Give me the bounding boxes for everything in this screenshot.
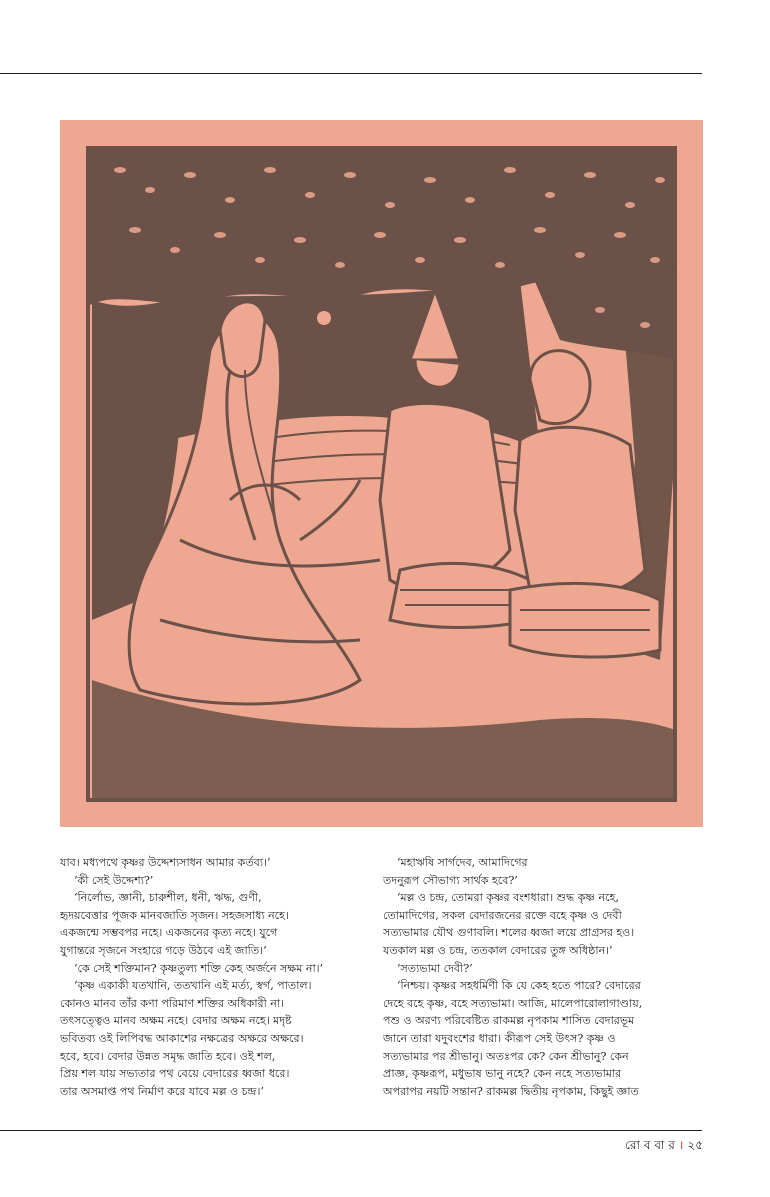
text-line: অপরাপর নয়টি সন্তান? রাকমল্ল দ্বিতীয় নৃপকাম, কিছুই জ্ঞাত — [383, 1084, 639, 1098]
text-line: সত্যভামার যৌথ গুণাবলি। শলের ধ্বজা লয়ে প্রাগ্রসর হও। — [383, 926, 635, 940]
text-line: হবে, হবে। বেদার উন্নত সমৃদ্ধ জাতি হবে। ওই শল, — [60, 1049, 276, 1063]
woodcut-illustration — [60, 120, 703, 827]
text-line: ‘সত্যভামা দেবী?’ — [397, 961, 473, 975]
text-line: সত্যভামার পর শ্রীভানু। অতঃপর কে? কেন শ্রীভানু? কেন — [383, 1049, 629, 1063]
magazine-name: রো ব বা র — [625, 1138, 675, 1152]
text-line: ‘নিশ্চয়। কৃষ্ণর সহধর্মিণী কি যে কেহ হতে পারে? বেদারের — [397, 979, 641, 993]
text-line: ‘কে সেই শক্তিমান? কৃষ্ণতুল্য শক্তি কেহ অর্জনে সক্ষম না।’ — [74, 961, 324, 975]
bottom-rule — [0, 1130, 702, 1131]
illustration-art — [60, 120, 703, 827]
text-line: প্রাজ্ঞ, কৃষ্ণরূপ, মধুভাষ ভানু নহে? কেন নহে সত্যভামার — [383, 1067, 622, 1081]
text-line: যাব। মধ্যপথে কৃষ্ণর উদ্দেশ্যসাধন আমার কর্তব্য।’ — [60, 856, 271, 869]
text-line: ‘মহাঋষি সার্গদেব, আমাদিগের — [397, 856, 528, 869]
text-line: হৃদয়বেত্তার পূজক মানবজাতি সৃজন। সহজসাধ্য নহে। — [60, 908, 289, 922]
text-line: যুগান্তরে সৃজনে সংহারে গড়ে উঠবে এই জাতি।’ — [60, 943, 267, 957]
text-line: ‘কী সেই উদ্দেশ্য?’ — [74, 873, 154, 887]
text-line: তদনুরূপ সৌভাগ্য সার্থক হবে?’ — [383, 873, 518, 887]
right-text-column — [383, 854, 709, 1100]
text-line: কোনও মানব তাঁর কণা পরিমাণ শক্তির অধিকারী না। — [60, 996, 284, 1010]
text-line: ভবিতব্য ওই লিপিবদ্ধ আকাশের নক্ষত্রের অক্ষরে অক্ষরে। — [60, 1031, 304, 1045]
text-line: পশু ও অরণ্য পরিবেষ্টিত রাকমল্ল নৃপকাম শাসিত বেদারভূম — [383, 1014, 635, 1028]
page-footer — [560, 1135, 703, 1155]
text-line: একজন্মে সম্ভবপর নহে। একজনের কৃত্য নহে। যুগে — [60, 926, 278, 940]
text-line: ‘কৃষ্ণ একাকী যতখানি, ততখানি এই মর্ত্য, স্বর্গ, পাতাল। — [74, 979, 312, 993]
text-line: জানে তারা যদুবংশের ধারা। কীরূপ সেই উৎস? কৃষ্ণ ও — [383, 1031, 616, 1045]
text-line: ‘মল্ল ও চন্দ্র, তোমরা কৃষ্ণর বংশধারা। শুদ্ধ কৃষ্ণ নহে, — [397, 891, 619, 905]
top-rule — [0, 73, 702, 74]
footer-separator: । — [678, 1138, 684, 1152]
page-number: ২৫ — [687, 1138, 703, 1152]
text-line: প্রিয় শল যায় সভ্যতার পথ বেয়ে বেদারের ধ্বজা ধরে। — [60, 1067, 290, 1081]
text-line: তৎসত্ত্বেও মানব অক্ষম নহে। বেদার অক্ষম নহে। মদৃষ্ট — [60, 1014, 292, 1028]
text-line: তার অসমাপ্ত পথ নির্মাণ করে যাবে মল্ল ও চন্দ্র।’ — [60, 1084, 264, 1098]
text-line: ‘নির্লোভ, জ্ঞানী, চারুশীল, ধনী, ঋদ্ধ, গুণী, — [74, 891, 262, 905]
left-text-column — [60, 854, 386, 1100]
text-line: দেহে বহে কৃষ্ণ, বহে সত্যভামা। আজি, মালেপারোলাগাণ্ডায়, — [383, 996, 643, 1010]
text-line: যতকাল মল্ল ও চন্দ্র, ততকাল বেদারের তুঙ্গ অধিষ্ঠান।’ — [383, 943, 613, 957]
text-line: তোমাদিগের, সকল বেদারজনের রক্তে বহে কৃষ্ণ ও দেবী — [383, 908, 622, 922]
